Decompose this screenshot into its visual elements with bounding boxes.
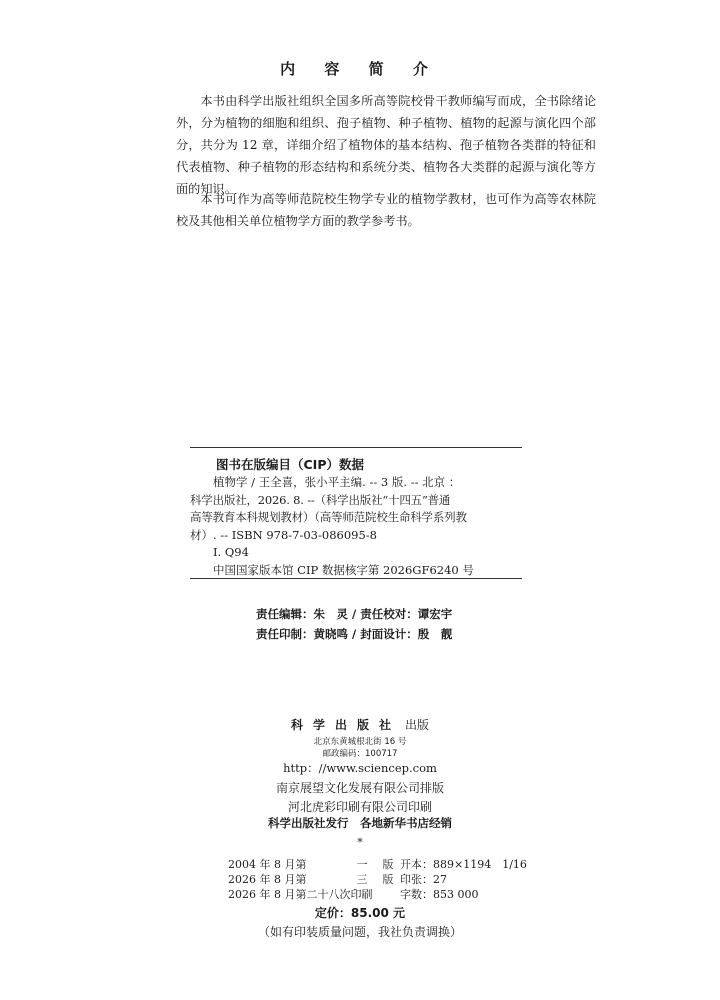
cip-heading: 图书在版编目（CIP）数据 [216,457,364,472]
cip-block [190,474,516,579]
publisher-postcode: 邮政编码：100717 [322,749,398,759]
cip-bottom-rule [190,578,522,579]
edition-row [228,856,528,872]
publisher-name: 科学出版社 [290,718,401,732]
publisher-address: 北京东黄城根北街 16 号 [313,737,407,747]
edition-spec: 字数：853 000 [400,888,479,901]
summary-paragraph-1: 本书由科学出版社组织全国多所高等院校骨干教师编写而成，全书除绪论外，分为植物的细胞和组织、孢子植物、种子植物、植物的起源与演化四个部分，共分为 12 章，详细介绍了植物体的基本结构、孢子植物各类群的特征和代表植物、种子植物的形态结构和系统分类、植物各大类群的起源与演化等方面的知识。 [176,94,596,196]
edition-row [228,886,528,902]
price: 定价：85.00 元 [314,906,406,920]
edition-date: 2026 年 8 月第 [228,873,307,886]
publisher-suffix: 出版 [405,718,430,732]
edition-kind: 三 [356,873,368,886]
page-title: 内 容 简 介 [280,60,440,78]
edition-kind: 一 [356,858,368,871]
cip-top-rule [190,447,522,448]
summary-paragraph-2: 本书可作为高等师范院校生物学专业的植物学教材，也可作为高等农林院校及其他相关单位植物学方面的教学参考书。 [176,192,596,228]
edition-date: 2004 年 8 月第 [228,858,307,871]
credits-production: 责任印制：黄晓鸣 / 封面设计：殷 靓 [256,627,453,641]
cip-line-4: 材）. -- ISBN 978-7-03-086095-8 [190,527,377,542]
cip-line-6: 中国国家版本馆 CIP 数据核字第 2026GF6240 号 [213,562,474,577]
printer-line: 河北虎彩印刷有限公司印刷 [287,800,432,814]
edition-spec: 开本：889×1194 1/16 [400,858,527,871]
cip-line-5: Ⅰ. Q94 [213,545,249,559]
publisher-website: http：//www.sciencep.com [283,761,437,775]
separator-star: * [357,836,363,849]
typesetter-line: 南京展望文化发展有限公司排版 [275,781,444,795]
distribution-line: 科学出版社发行 各地新华书店经销 [268,816,452,830]
cip-line-1: 植物学 / 王全喜，张小平主编. -- 3 版. -- 北京 ： [213,475,461,489]
quality-notice: （如有印装质量问题，我社负责调换） [257,925,462,939]
edition-suffix: 版 [382,858,394,871]
cip-line-2: 科学出版社，2026. 8. --（科学出版社“十四五”普通 [190,492,451,507]
edition-spec: 印张：27 [400,873,447,886]
edition-date: 2026 年 8 月第二十八次印刷 [228,888,373,901]
edition-suffix: 版 [382,873,394,886]
credits-editors: 责任编辑：朱 灵 / 责任校对：谭宏宇 [256,607,453,621]
publisher-line [0,716,720,733]
cip-line-3: 高等教育本科规划教材）（高等师范院校生命科学系列教 [190,510,467,524]
edition-row [228,871,528,887]
